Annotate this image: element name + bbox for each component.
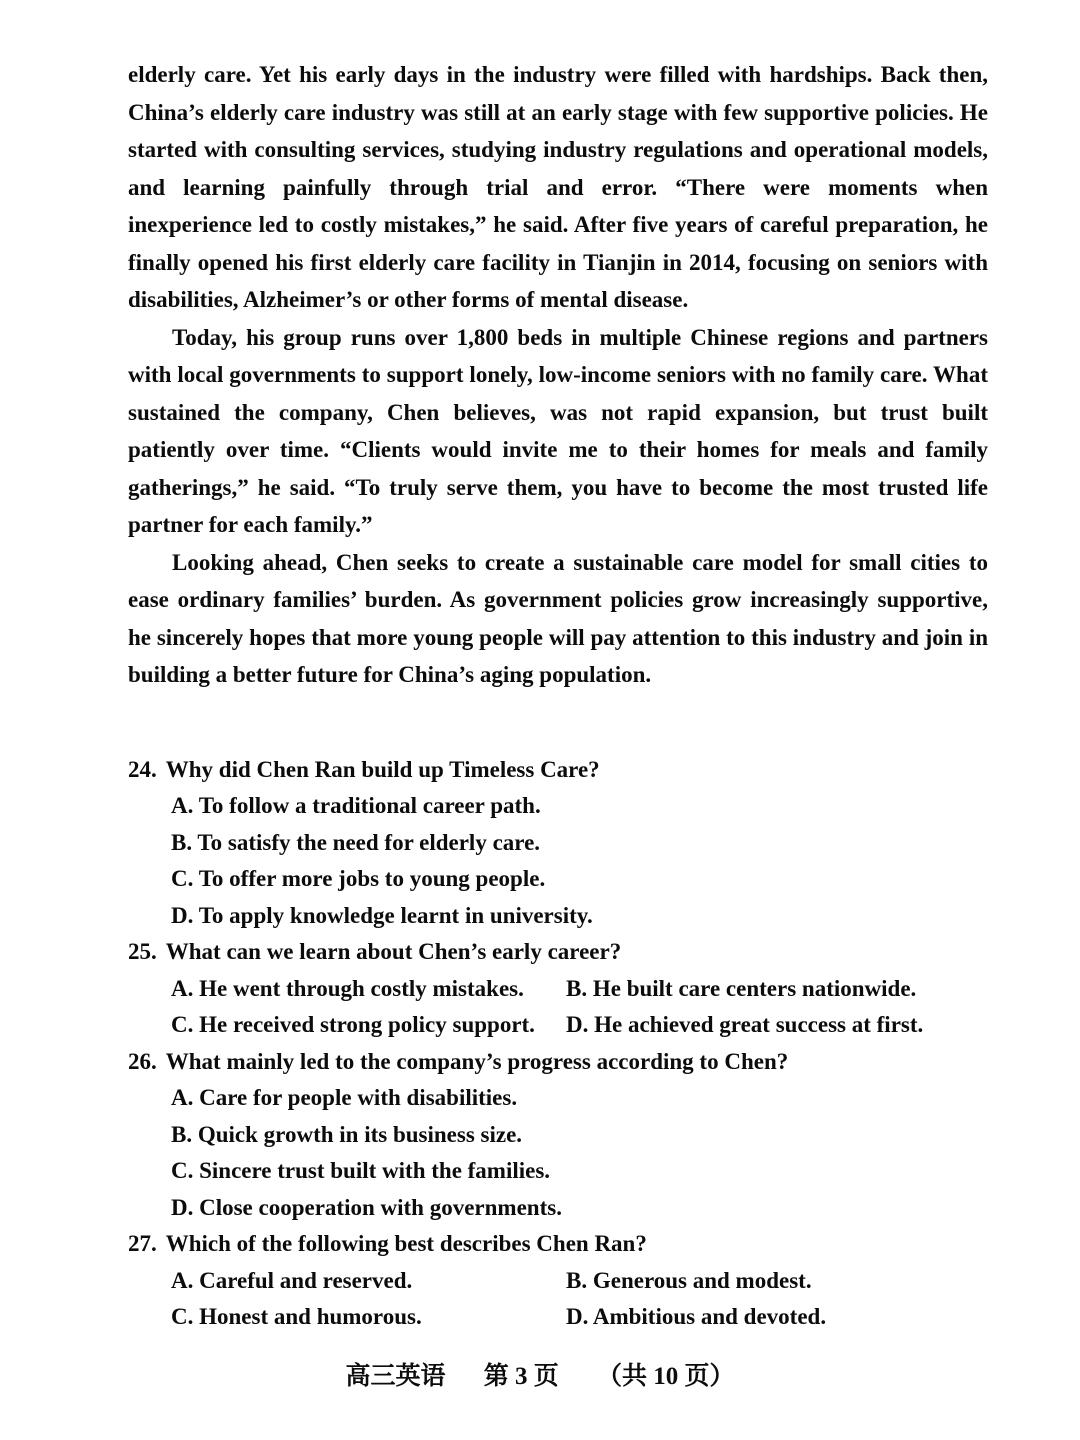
question-26-options [128,1080,988,1226]
page-footer [0,1356,1080,1392]
question-25-option-d: D. He achieved great success at first. [566,1012,924,1037]
question-26-text: What mainly led to the company’s progress according to Chen? [165,1048,789,1074]
question-26-number: 26. [128,1048,157,1074]
question-25-option-c: C. He received strong policy support. [171,1012,535,1037]
question-27-option-c: C. Honest and humorous. [171,1304,422,1329]
question-26-line [128,1044,988,1081]
question-24-option-a: A. To follow a traditional career path. [171,793,541,818]
question-25-number: 25. [128,939,157,964]
question-26-option-b: B. Quick growth in its business size. [171,1121,523,1147]
question-27-option-a: A. Careful and reserved. [171,1267,413,1293]
question-27-line [128,1226,988,1263]
question-24-option-c: C. To offer more jobs to young people. [171,866,546,891]
question-27-options [128,1263,988,1336]
question-27 [128,1226,988,1336]
question-25-option-a: A. He went through costly mistakes. [171,975,524,1001]
question-27-text: Which of the following best describes Chen Ran? [165,1231,647,1256]
passage-paragraph-3: Looking ahead, Chen seeks to create a sustainable care model for small cities to ease ordinary families’ burden. As government policies grow increasingly supportive, he sincerely hopes that more young people will pay attention to this industry and join in building a better future for China’s aging population. [128,549,988,687]
questions-section [128,752,988,1336]
question-25 [128,934,988,1044]
reading-passage [128,56,988,694]
question-25-line [128,934,988,971]
question-24-number: 24. [128,756,157,782]
question-26-option-a: A. Care for people with disabilities. [171,1085,518,1110]
question-24-option-b: B. To satisfy the need for elderly care. [171,829,541,855]
footer-total-pages: （共 10 页） [597,1363,735,1390]
footer-course-title: 高三英语 [345,1363,446,1390]
question-24 [128,752,988,935]
footer-page-number: 第 3 页 [483,1363,559,1390]
question-27-number: 27. [128,1231,157,1256]
question-24-option-d: D. To apply knowledge learnt in university. [171,902,593,928]
question-25-option-b: B. He built care centers nationwide. [566,975,917,1001]
question-26-option-c: C. Sincere trust built with the families. [171,1158,551,1183]
question-25-text: What can we learn about Chen’s early career? [165,939,622,964]
question-27-option-d: D. Ambitious and devoted. [566,1304,827,1329]
question-26 [128,1044,988,1227]
question-27-option-b: B. Generous and modest. [566,1267,812,1293]
question-25-options [128,971,988,1044]
question-24-options [128,788,988,934]
question-26-option-d: D. Close cooperation with governments. [171,1194,562,1220]
question-24-line [128,752,988,789]
question-24-text: Why did Chen Ran build up Timeless Care? [165,756,600,782]
passage-paragraph-1: elderly care. Yet his early days in the industry were filled with hardships. Back then, China’s elderly care industry was still at an early stage with few supportive policies. He started with consulting services, studying industry regulations and operational models, and learning painfully through trial and error. “There were moments when inexperience led to costly mistakes,” he said. After five years of careful preparation, he finally opened his first elderly care facility in Tianjin in 2014, focusing on seniors with disabilities, Alzheimer’s or other forms of mental disease. [128,62,988,312]
passage-paragraph-2: Today, his group runs over 1,800 beds in multiple Chinese regions and partners with local governments to support lonely, low-income seniors with no family care. What sustained the company, Chen believes, was not rapid expansion, but trust built patiently over time. “Clients would invite me to their homes for meals and family gatherings,” he said. “To truly serve them, you have to become the most trusted life partner for each family.” [128,324,988,537]
page-content [128,56,988,1336]
